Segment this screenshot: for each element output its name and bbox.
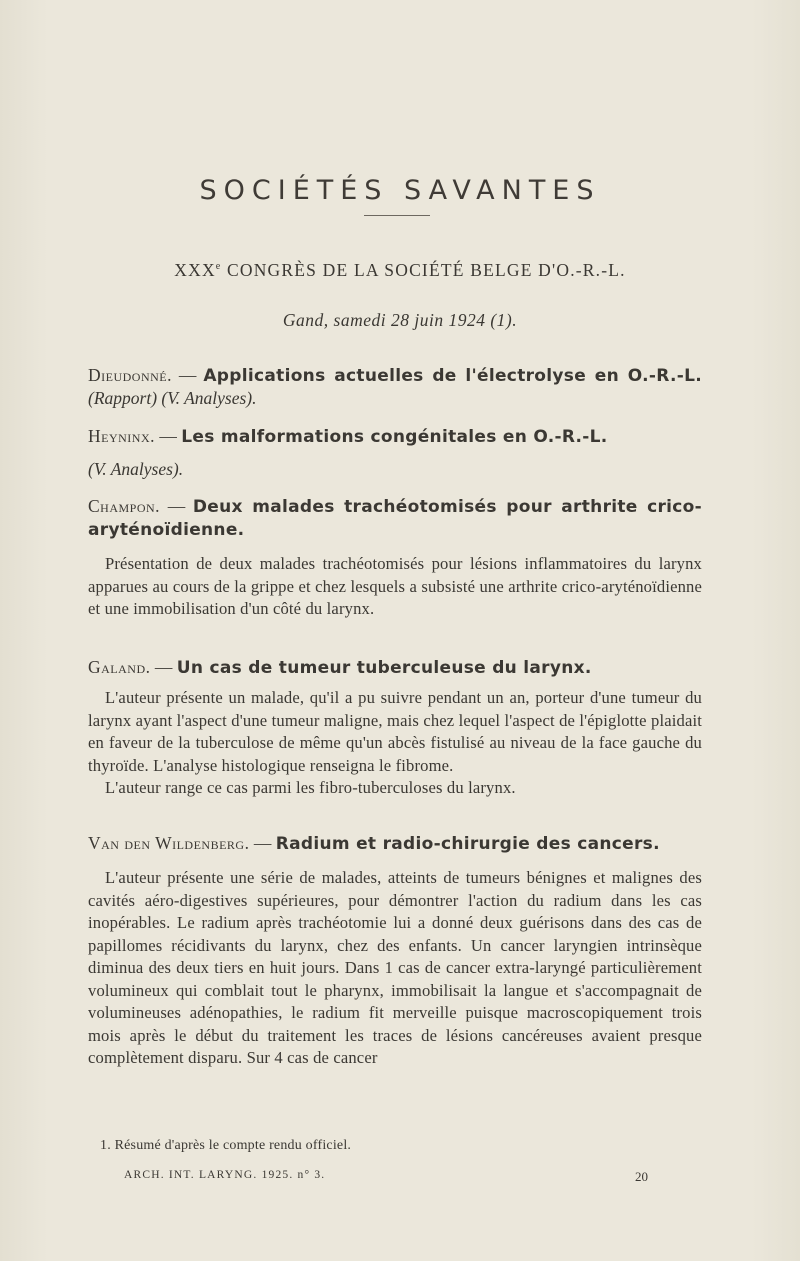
entry-title: Radium et radio-chirurgie des cancers. [275, 834, 660, 854]
congress-number: XXX [174, 260, 216, 280]
entry-note: (Rapport) (V. Analyses). [88, 388, 257, 408]
entry-heyninx [88, 425, 702, 480]
entry-dash: — [249, 833, 276, 853]
entry-author: Van den Wildenberg. [88, 833, 250, 853]
entry-title: Deux malades trachéotomisés pour arthrite crico-aryténoïdienne. [88, 497, 703, 540]
footnote: 1. Résumé d'après le compte rendu officiel. [100, 1138, 352, 1153]
congress-number-suffix: e [215, 261, 222, 273]
entry-galand [88, 656, 702, 800]
entry-author: Dieudonné. [88, 365, 172, 385]
entry-paragraph: L'auteur présente une série de malades, atteints de tumeurs bénignes et malignes des cavités aéro-digestives supérieures, pour démontrer l'action du radium dans les cas inopérables. Le radium après trachéotomie lui a donné deux guérisons dans des cas de papillomes récidivants du larynx, chez des enfants. Un cancer laryngien intrinsèque diminua des deux tiers en huit jours. Dans 1 cas de cancer extra-laryngé particulièrement volumineux qui comblait tout le pharynx, immobilisait la langue et s'accompagnait de volumineuses adénopathies, le radium fit merveille puisque macroscopiquement trois mois après le début du traitement les traces de lésions cancéreuses avaient presque complètement disparu. Sur 4 cas de cancer [88, 868, 702, 1067]
entry-van-den-wildenberg [88, 832, 702, 1070]
entry-author: Galand. [88, 657, 151, 677]
title-divider [364, 215, 430, 216]
congress-heading [0, 260, 800, 281]
entry-dash: — [155, 426, 182, 446]
entry-dash: — [160, 496, 193, 516]
entry-title: Un cas de tumeur tuberculeuse du larynx. [176, 658, 592, 678]
entry-title: Les malformations congénitales en O.-R.-L. [181, 427, 608, 447]
entry-paragraph: Présentation de deux malades trachéotomisés pour lésions inflammatoires du larynx apparues au cours de la grippe et chez lesquels a subsisté une arthrite crico-aryténoïdienne et une immobilisation d'un côté du larynx. [88, 554, 702, 618]
page-title: SOCIÉTÉS SAVANTES [199, 175, 601, 206]
entry-dash: — [150, 657, 177, 677]
entry-paragraph: L'auteur range ce cas parmi les fibro-tuberculoses du larynx. [105, 778, 516, 797]
journal-reference: ARCH. INT. LARYNG. 1925. n° 3. [124, 1169, 326, 1181]
entry-author: Champon. [88, 496, 161, 516]
page-number: 20 [635, 1169, 648, 1184]
meeting-date: Gand, samedi 28 juin 1924 (1). [282, 310, 518, 330]
entry-paragraph: L'auteur présente un malade, qu'il a pu suivre pendant un an, porteur d'une tumeur du larynx ayant l'aspect d'une tumeur maligne, mais chez lequel l'aspect de l'épiglotte plaidait en faveur de la tuberculose de même qu'un abcès fistulisé au niveau de la face gauche du thyroïde. L'analyse histologique renseigna le fibrome. [88, 688, 702, 775]
entry-dash: — [172, 365, 204, 385]
entry-dieudonne [88, 364, 702, 409]
entry-author: Heyninx. [88, 426, 156, 446]
entry-note: (V. Analyses). [88, 459, 184, 479]
page-footer [124, 1169, 648, 1184]
entry-title: Applications actuelles de l'électrolyse en O.-R.-L. [203, 366, 702, 386]
congress-name: CONGRÈS DE LA SOCIÉTÉ BELGE D'O.-R.-L. [221, 260, 626, 280]
entry-champon [88, 495, 702, 621]
